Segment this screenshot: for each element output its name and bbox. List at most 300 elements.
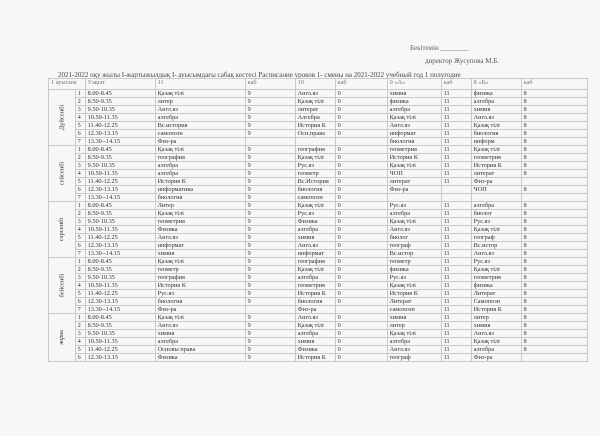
table-row [49, 162, 588, 170]
table-row [49, 98, 588, 106]
table-cell: 0 [335, 114, 387, 122]
table-cell: 8.00-8.45 [85, 258, 155, 266]
table-cell: 11 [441, 178, 471, 186]
table-cell: 0 [335, 210, 387, 218]
table-cell: 0 [335, 226, 387, 234]
table-row [49, 186, 588, 194]
table-cell [521, 194, 587, 202]
day-name: сейсенбі [58, 161, 66, 186]
table-cell: Рус.яз [471, 258, 521, 266]
table-cell: 8 [521, 210, 587, 218]
table-cell: 11 [441, 306, 471, 314]
table-cell: алгебра [155, 114, 245, 122]
table-cell: 0 [335, 154, 387, 162]
table-row [49, 250, 588, 258]
table-cell: 11 [441, 290, 471, 298]
table-cell: 11 [441, 154, 471, 162]
table-cell: Англ.яз [387, 226, 441, 234]
table-cell: Англ.яз [387, 346, 441, 354]
table-cell: 5 [75, 290, 85, 298]
table-cell: 10.50-11.35 [85, 170, 155, 178]
table-cell: 5 [75, 122, 85, 130]
table-cell: 0 [335, 330, 387, 338]
table-cell: 8 [521, 290, 587, 298]
table-cell: 8 [521, 186, 587, 194]
table-cell: информат [387, 130, 441, 138]
table-cell: 0 [335, 98, 387, 106]
day-label [49, 314, 76, 362]
table-cell: 11 [441, 210, 471, 218]
table-cell: 11 [441, 354, 471, 362]
table-row [49, 210, 588, 218]
table-cell: 6 [75, 130, 85, 138]
table-cell: 0 [335, 266, 387, 274]
table-cell: 0 [335, 242, 387, 250]
table-cell: 0 [335, 250, 387, 258]
table-cell: 0 [335, 186, 387, 194]
table-cell [245, 306, 295, 314]
table-cell: Литер [155, 202, 245, 210]
table-cell: 0 [335, 170, 387, 178]
table-cell: литерат [295, 106, 335, 114]
table-row [49, 290, 588, 298]
day-name: Дүйсенбі [58, 104, 66, 131]
table-cell: самопозн [387, 306, 441, 314]
table-cell: 9 [245, 266, 295, 274]
table-cell: Рус.яз [387, 274, 441, 282]
table-cell: геометрия [155, 218, 245, 226]
table-cell: Қазақ тілі [155, 146, 245, 154]
table-cell [521, 354, 587, 362]
table-cell: 8 [521, 146, 587, 154]
table-cell: 0 [335, 202, 387, 210]
table-cell: алгебра [295, 274, 335, 282]
table-cell: 8 [521, 306, 587, 314]
table-cell: 8.50-9.35 [85, 98, 155, 106]
table-cell: геометрия [471, 154, 521, 162]
table-row [49, 122, 588, 130]
table-row [49, 154, 588, 162]
table-cell: физика [471, 90, 521, 98]
table-row [49, 314, 588, 322]
approval-line: Бекітемін ________ [410, 44, 469, 52]
table-cell: биолог [471, 210, 521, 218]
table-cell: 8.50-9.35 [85, 210, 155, 218]
table-cell: Англ.яз [155, 322, 245, 330]
table-cell: Қазақ тілі [387, 330, 441, 338]
table-cell: 0 [335, 314, 387, 322]
table-cell: биология [295, 186, 335, 194]
table-cell: 13.30--14.15 [85, 250, 155, 258]
table-row [49, 194, 588, 202]
table-cell: 9 [245, 330, 295, 338]
table-row [49, 266, 588, 274]
table-cell: История К [155, 178, 245, 186]
table-cell: Физ-ра [471, 178, 521, 186]
table-cell: Қазақ тілі [387, 114, 441, 122]
table-cell: 9 [245, 186, 295, 194]
table-cell: 12.30-13.15 [85, 186, 155, 194]
table-cell: 12.30-13.15 [85, 354, 155, 362]
table-cell: химия [155, 250, 245, 258]
table-cell: 11.40-12.25 [85, 122, 155, 130]
table-cell: Рус.яз [155, 290, 245, 298]
table-cell [441, 194, 471, 202]
day-label [49, 90, 76, 146]
table-cell: История К [387, 154, 441, 162]
column-header: 1 ауысым [49, 79, 86, 90]
table-cell: 9 [245, 146, 295, 154]
table-cell: 0 [335, 338, 387, 346]
table-cell: 11 [441, 314, 471, 322]
table-cell: 0 [335, 354, 387, 362]
table-cell: алгебра [471, 202, 521, 210]
table-cell: 8 [521, 138, 587, 146]
table-cell: 1 [75, 314, 85, 322]
table-cell: биология [471, 130, 521, 138]
column-header: каб [335, 79, 387, 90]
table-row [49, 282, 588, 290]
table-cell: информат [295, 250, 335, 258]
table-cell: Основы права [155, 346, 245, 354]
table-cell: 11 [441, 114, 471, 122]
table-cell: 9 [245, 154, 295, 162]
table-cell: 8 [521, 162, 587, 170]
table-cell: геометр [387, 258, 441, 266]
table-cell: 0 [335, 122, 387, 130]
table-cell: История К [295, 122, 335, 130]
table-row [49, 322, 588, 330]
table-cell [387, 194, 441, 202]
table-cell: 8 [521, 226, 587, 234]
table-cell: 9 [245, 242, 295, 250]
table-cell: История К [471, 306, 521, 314]
table-cell: 8 [521, 234, 587, 242]
table-cell: 8.00-8.45 [85, 202, 155, 210]
table-cell: география [295, 258, 335, 266]
table-cell: физика [387, 266, 441, 274]
table-cell: 0 [335, 178, 387, 186]
table-cell: Англ.яз [155, 106, 245, 114]
table-cell: 0 [335, 290, 387, 298]
table-row [49, 338, 588, 346]
table-cell: 9 [245, 322, 295, 330]
table-cell: 8 [521, 218, 587, 226]
day-name: жұма [58, 330, 66, 345]
table-cell: 10.50-11.35 [85, 338, 155, 346]
table-cell: 0 [335, 130, 387, 138]
table-cell: 10.50-11.35 [85, 282, 155, 290]
table-row [49, 138, 588, 146]
table-cell: 8 [521, 346, 587, 354]
table-cell: физика [471, 282, 521, 290]
table-cell: 0 [335, 258, 387, 266]
table-cell: 9.50-10.35 [85, 330, 155, 338]
table-cell: Алгебра [295, 114, 335, 122]
table-cell: 2 [75, 154, 85, 162]
table-cell: Вс.истор [387, 250, 441, 258]
table-cell: 8.50-9.35 [85, 154, 155, 162]
table-cell: Самопозн [471, 298, 521, 306]
document-title: 2021-2022 оқу жылы I-жартыжылдық I- ауысымдағы сабақ кестесі Расписание уроков 1- смены на 2021-2022 учебный год 1 полугодие [58, 71, 461, 79]
column-header: каб [441, 79, 471, 90]
table-cell: Физ-ра [387, 186, 441, 194]
table-cell: Қазақ тілі [295, 266, 335, 274]
table-cell: геометр [295, 170, 335, 178]
table-cell: Қазақ тілі [295, 154, 335, 162]
table-cell: 9 [245, 226, 295, 234]
table-cell: 8.50-9.35 [85, 266, 155, 274]
table-cell: химия [295, 234, 335, 242]
table-cell: литерат [471, 170, 521, 178]
table-cell: 10.50-11.35 [85, 114, 155, 122]
table-cell: 0 [335, 194, 387, 202]
table-cell: Қазақ тілі [471, 266, 521, 274]
table-row [49, 130, 588, 138]
table-cell: Рус.яз [387, 202, 441, 210]
table-cell: биолог [387, 234, 441, 242]
table-cell: 0 [335, 162, 387, 170]
table-cell: 5 [75, 234, 85, 242]
table-row [49, 298, 588, 306]
table-cell: геометрия [295, 282, 335, 290]
table-cell: 9 [245, 250, 295, 258]
table-cell: Вс.истор [471, 242, 521, 250]
table-cell: 9 [245, 210, 295, 218]
table-cell: 8 [521, 122, 587, 130]
table-cell: 11 [441, 122, 471, 130]
table-cell: Қазақ тілі [155, 90, 245, 98]
table-cell: физика [387, 98, 441, 106]
table-cell: Вс.История [295, 178, 335, 186]
table-cell [335, 306, 387, 314]
table-cell: информат [155, 242, 245, 250]
table-cell: Қазақ тілі [295, 98, 335, 106]
table-cell: 4 [75, 114, 85, 122]
table-row [49, 146, 588, 154]
table-cell: 9.50-10.35 [85, 274, 155, 282]
table-row [49, 178, 588, 186]
table-cell: 11 [441, 330, 471, 338]
table-cell: 13.30--14.15 [85, 194, 155, 202]
table-cell [521, 178, 587, 186]
table-cell: 7 [75, 194, 85, 202]
table-cell: геометр [155, 266, 245, 274]
table-cell: географ [387, 354, 441, 362]
table-cell: 9.50-10.35 [85, 106, 155, 114]
table-cell: 12.30-13.15 [85, 130, 155, 138]
column-header: 10 [295, 79, 335, 90]
table-cell: История К [295, 290, 335, 298]
table-cell: 8 [521, 130, 587, 138]
table-cell: Англ.яз [471, 114, 521, 122]
table-cell: Англ.яз [471, 250, 521, 258]
table-cell: 8 [521, 314, 587, 322]
table-cell: литер [471, 314, 521, 322]
table-cell: 9 [245, 130, 295, 138]
table-cell: геометрия [387, 146, 441, 154]
table-cell: алгебра [471, 98, 521, 106]
table-cell: ЧОП [387, 170, 441, 178]
table-row [49, 90, 588, 98]
table-cell: 11 [441, 226, 471, 234]
table-cell: Қазақ тілі [387, 218, 441, 226]
table-row [49, 258, 588, 266]
table-cell: алгебра [155, 162, 245, 170]
table-cell: 8 [521, 98, 587, 106]
table-cell: 11 [441, 258, 471, 266]
table-cell: 8 [521, 90, 587, 98]
table-cell: литер [387, 322, 441, 330]
table-cell: Англ.яз [295, 242, 335, 250]
table-cell: 11 [441, 242, 471, 250]
table-cell: Қазақ тілі [387, 282, 441, 290]
table-cell: 11 [441, 274, 471, 282]
day-name: бейсенбі [58, 273, 66, 298]
table-cell: История К [471, 162, 521, 170]
table-cell: 9 [245, 338, 295, 346]
table-cell: самопозн [295, 194, 335, 202]
table-cell: 9 [245, 234, 295, 242]
table-cell: 8 [521, 154, 587, 162]
table-cell: Физ-ра [155, 306, 245, 314]
table-cell: информатика [155, 186, 245, 194]
table-cell: 11.40-12.25 [85, 178, 155, 186]
table-cell: алгебра [295, 226, 335, 234]
table-cell: 7 [75, 306, 85, 314]
table-cell: химия [155, 330, 245, 338]
table-row [49, 202, 588, 210]
table-cell: 9 [245, 122, 295, 130]
table-cell: 13.30--14.15 [85, 138, 155, 146]
table-cell: 11 [441, 298, 471, 306]
table-cell: химия [387, 90, 441, 98]
table-cell: 4 [75, 338, 85, 346]
table-cell: биология [155, 298, 245, 306]
table-cell: 7 [75, 138, 85, 146]
table-cell: 1 [75, 202, 85, 210]
table-cell: 2 [75, 210, 85, 218]
table-cell: История К [295, 354, 335, 362]
day-label [49, 258, 76, 314]
table-cell: 3 [75, 218, 85, 226]
table-cell: 11 [441, 138, 471, 146]
table-cell: Англ.яз [295, 314, 335, 322]
table-cell: 0 [335, 106, 387, 114]
table-row [49, 106, 588, 114]
table-cell: 8 [521, 114, 587, 122]
table-cell: 10.50-11.35 [85, 226, 155, 234]
table-cell: геометрия [471, 274, 521, 282]
table-cell: Қазақ тілі [471, 338, 521, 346]
table-cell: 1 [75, 90, 85, 98]
table-cell: Рус.яз [471, 218, 521, 226]
table-cell: 9 [245, 290, 295, 298]
table-cell: алгебра [387, 210, 441, 218]
table-row [49, 226, 588, 234]
table-cell: 13.30--14.15 [85, 306, 155, 314]
table-cell: 3 [75, 330, 85, 338]
table-cell: Англ.яз [471, 330, 521, 338]
day-label [49, 146, 76, 202]
table-cell: информ [471, 138, 521, 146]
table-cell: 11 [441, 98, 471, 106]
table-cell [245, 138, 295, 146]
table-row [49, 234, 588, 242]
table-cell: 0 [335, 274, 387, 282]
table-cell: биология [155, 194, 245, 202]
table-cell: 11 [441, 266, 471, 274]
table-cell: химия [387, 314, 441, 322]
table-cell: алгебра [155, 170, 245, 178]
table-cell: 8.00-8.45 [85, 146, 155, 154]
table-row [49, 346, 588, 354]
table-cell: 4 [75, 282, 85, 290]
table-cell: 2 [75, 322, 85, 330]
table-cell: Англ.яз [295, 90, 335, 98]
table-cell: 8 [521, 258, 587, 266]
table-cell [471, 194, 521, 202]
column-header: 8 «Б» [471, 79, 521, 90]
table-cell: химия [471, 322, 521, 330]
table-cell: Қазақ тілі [471, 226, 521, 234]
table-cell: 4 [75, 226, 85, 234]
table-cell: 11.40-12.25 [85, 234, 155, 242]
table-row [49, 306, 588, 314]
table-cell [295, 138, 335, 146]
table-cell: Қазақ тілі [471, 146, 521, 154]
table-row [49, 170, 588, 178]
table-cell: литерат [387, 178, 441, 186]
table-cell: Литерат [471, 290, 521, 298]
table-cell: 11 [441, 218, 471, 226]
table-cell: 11 [441, 202, 471, 210]
table-cell: 9 [245, 202, 295, 210]
table-cell: 11 [441, 90, 471, 98]
table-cell: 11 [441, 106, 471, 114]
table-cell: 7 [75, 250, 85, 258]
table-cell: 8 [521, 330, 587, 338]
table-cell: география [155, 154, 245, 162]
table-cell: Қазақ тілі [155, 258, 245, 266]
table-cell: алгебра [471, 346, 521, 354]
table-cell: 0 [335, 282, 387, 290]
table-cell: литер [155, 98, 245, 106]
table-cell: 9 [245, 258, 295, 266]
table-cell: 11 [441, 346, 471, 354]
table-cell: 0 [335, 146, 387, 154]
table-cell: 9 [245, 274, 295, 282]
table-cell: Литерат [387, 298, 441, 306]
table-cell: 9 [245, 90, 295, 98]
table-cell: 11 [441, 250, 471, 258]
table-cell: 9 [245, 98, 295, 106]
table-cell: 2 [75, 98, 85, 106]
table-cell: История К [155, 282, 245, 290]
table-cell: 8 [521, 242, 587, 250]
table-cell: самопозн [155, 130, 245, 138]
table-cell: 6 [75, 242, 85, 250]
table-cell: 8 [521, 322, 587, 330]
table-cell: 8 [521, 106, 587, 114]
table-cell: 8 [521, 202, 587, 210]
table-cell: химия [471, 106, 521, 114]
schedule-table [48, 78, 588, 362]
table-cell: 4 [75, 170, 85, 178]
table-cell: биология [295, 298, 335, 306]
table-cell: Қазақ тілі [387, 162, 441, 170]
table-cell: Физ-ра [471, 354, 521, 362]
